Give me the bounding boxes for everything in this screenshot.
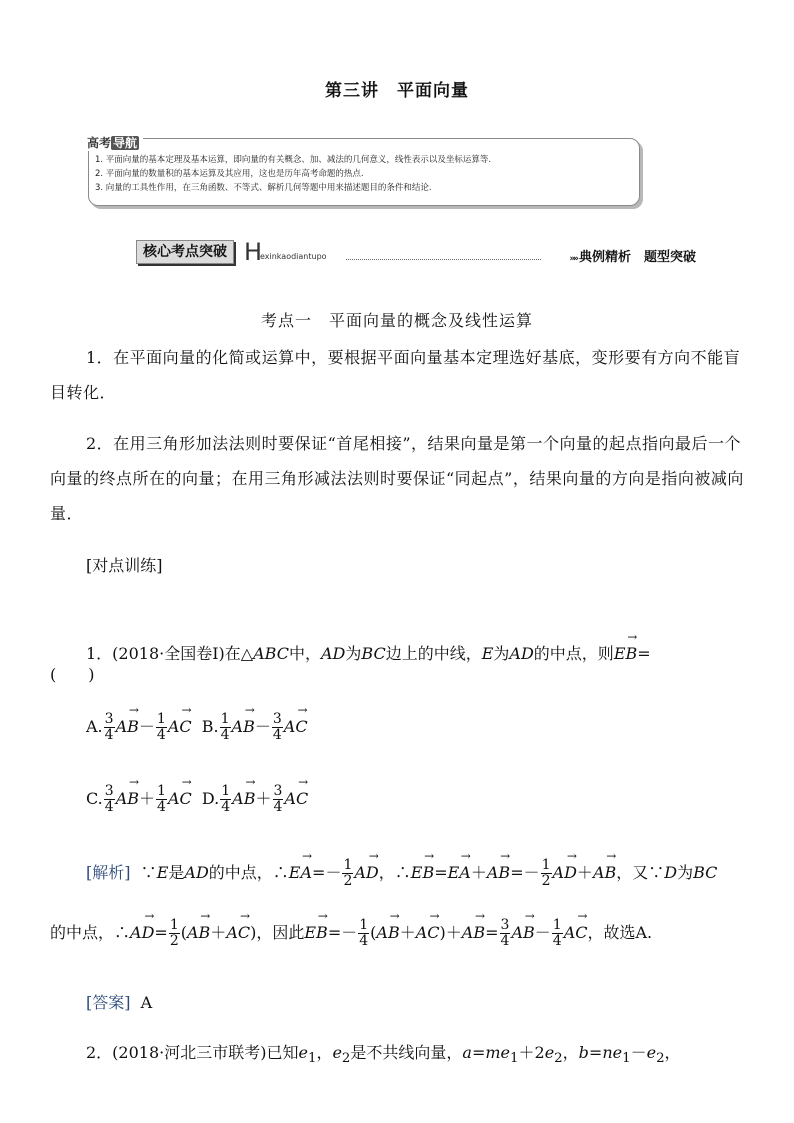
- banner-letter: H: [244, 238, 263, 266]
- sol-text: =－: [510, 863, 540, 882]
- sol-text: =－: [327, 923, 358, 942]
- sol-text: 的中点，∴: [208, 863, 289, 882]
- banner-right-text: 典例精析 题型突破: [578, 250, 696, 265]
- choice-b-label: B.: [201, 717, 219, 736]
- operator: ＋: [139, 789, 156, 808]
- guide-list: [95, 153, 491, 195]
- denominator: 4: [221, 799, 231, 815]
- q2-text: 是不共线向量，: [350, 1043, 463, 1062]
- fraction: [169, 918, 180, 949]
- denominator: 4: [552, 933, 562, 949]
- vector-ea: → EA: [448, 863, 471, 882]
- q2-text: ，: [562, 1043, 579, 1062]
- fraction: [220, 784, 231, 815]
- sol-text: ，因此: [256, 923, 305, 942]
- fraction: [220, 712, 231, 743]
- sol-text: ＋: [576, 863, 593, 882]
- choice-c-label: C.: [86, 789, 103, 808]
- fraction: [104, 712, 115, 743]
- fraction: [104, 784, 115, 815]
- denominator: 4: [273, 799, 283, 815]
- sol-text: ，∴: [378, 863, 411, 882]
- numerator: 3: [272, 711, 282, 727]
- fraction: [552, 918, 563, 949]
- fraction: [156, 712, 167, 743]
- banner-label: 核心考点突破: [136, 240, 234, 264]
- vector-ad: → AD: [553, 863, 577, 882]
- denominator: 4: [104, 727, 114, 743]
- q2-text: 2．(2018·河北三市联考)已知: [86, 1043, 299, 1062]
- q1-text: 为: [493, 644, 510, 663]
- denominator: 2: [169, 933, 179, 949]
- sol-text: (: [370, 923, 377, 942]
- operator: －: [254, 717, 271, 736]
- exam-guide-tab: [87, 134, 143, 151]
- guide-tab-right: 导航: [113, 136, 138, 150]
- q2-var: e: [544, 1043, 555, 1062]
- numerator: 3: [104, 711, 114, 727]
- tip-paragraph: 2．在用三角形加法法则时要保证“首尾相接”，结果向量是第一个向量的起点指向最后一个向量的终点所在的向量；在用三角形减法法则时要保证“同起点”，结果向量的方向是指向被减向量．: [50, 434, 744, 523]
- q2-var: a: [462, 1043, 472, 1062]
- sol-text: ): [250, 923, 257, 942]
- sol-text: 的中点，∴: [50, 923, 131, 942]
- q1-text: 中，: [288, 644, 321, 663]
- numerator: 1: [359, 917, 369, 933]
- section-banner: [136, 240, 696, 266]
- numerator: 1: [541, 857, 551, 873]
- numerator: 1: [343, 857, 353, 873]
- q2-subscript: 1: [307, 1051, 317, 1067]
- vector-eb: → EB: [304, 923, 327, 942]
- sol-text: ＋: [210, 923, 227, 942]
- vector-ad: → AD: [130, 923, 154, 942]
- q2-var: e: [298, 1043, 308, 1062]
- q2-var: ne: [602, 1043, 623, 1062]
- sol-text: =: [154, 923, 168, 942]
- q1-point: E: [481, 644, 494, 663]
- q2-subscript: 2: [554, 1051, 563, 1067]
- sol-text: =: [434, 863, 448, 882]
- vector-ac: → AC: [416, 923, 440, 942]
- vector-ac: → AC: [284, 789, 308, 808]
- q2-var: b: [578, 1043, 589, 1062]
- q1-segment: AD: [320, 644, 346, 663]
- numerator: 1: [169, 917, 179, 933]
- numerator: 3: [104, 783, 114, 799]
- answer-blank: ( ): [50, 665, 95, 684]
- numerator: 1: [220, 711, 230, 727]
- solution-line-1: [86, 858, 717, 889]
- sol-point: E: [156, 863, 169, 882]
- numerator: 1: [552, 917, 562, 933]
- sol-text: ，故选A.: [587, 923, 653, 942]
- fraction: [541, 858, 552, 889]
- vector-ac: → AC: [168, 717, 192, 736]
- operator: －: [138, 717, 155, 736]
- q2-subscript: 1: [510, 1051, 519, 1067]
- q1-text: 1．(2018·全国卷Ⅰ)在△: [86, 644, 254, 663]
- vector-ac: → AC: [226, 923, 250, 942]
- sol-text: (: [180, 923, 187, 942]
- sol-text: ): [439, 923, 446, 942]
- banner-arrows: »»: [569, 254, 577, 264]
- banner-right: [569, 246, 696, 265]
- sol-text: ＋: [470, 863, 487, 882]
- vector-ea: → EA: [289, 863, 312, 882]
- q1-text: 为: [345, 644, 362, 663]
- sol-text: ，又∵: [616, 863, 665, 882]
- numerator: 1: [156, 711, 166, 727]
- tip-paragraph: 1．在平面向量的化简或运算中，要根据平面向量基本定理选好基底，变形要有方向不能盲目转化．: [50, 348, 741, 402]
- denominator: 4: [272, 727, 282, 743]
- numerator: 3: [273, 783, 283, 799]
- answer-value: A: [140, 993, 153, 1012]
- numerator: 1: [157, 783, 166, 799]
- q2-var: e: [332, 1043, 342, 1062]
- guide-item: 2. 平面向量的数量积的基本运算及其应用，这也是历年高考命题的热点.: [95, 169, 364, 179]
- q2-text: =: [588, 1043, 603, 1062]
- sol-segment: AD: [184, 863, 209, 882]
- fraction: [358, 918, 369, 949]
- choice-d-label: D.: [201, 789, 220, 808]
- vector-ab: → AB: [116, 789, 139, 808]
- q2-text: ，: [316, 1043, 333, 1062]
- q2-text: =: [471, 1043, 486, 1062]
- vector-ab: → AB: [511, 923, 534, 942]
- vector-ab: → AB: [232, 717, 255, 736]
- sol-point: D: [664, 863, 678, 882]
- choice-row-cd: [86, 784, 308, 815]
- vector-ab: → AB: [593, 863, 616, 882]
- question-2: [86, 1040, 681, 1066]
- sol-text: 是: [168, 863, 185, 882]
- practice-label: [对点训练]: [86, 556, 163, 575]
- vector-ab: → AB: [462, 923, 485, 942]
- fraction: [272, 712, 283, 743]
- exam-guide-box: [88, 138, 640, 206]
- q2-subscript: 2: [341, 1051, 351, 1067]
- q1-text: 边上的中线，: [385, 644, 482, 663]
- choice-a-label: A.: [86, 717, 103, 736]
- banner-divider: [346, 259, 541, 260]
- vector-eb: → EB: [614, 644, 637, 663]
- sol-text: －: [534, 923, 551, 942]
- vector-ab: → AB: [487, 863, 510, 882]
- vector-ab: → AB: [232, 789, 255, 808]
- fraction: [342, 858, 353, 889]
- vector-ad: → AD: [354, 863, 378, 882]
- denominator: 4: [156, 727, 166, 743]
- denominator: 2: [343, 873, 353, 889]
- q2-var: me: [485, 1043, 511, 1062]
- fraction: [273, 784, 284, 815]
- banner-pinyin: exinkaodiantupo: [260, 252, 327, 261]
- denominator: 4: [157, 799, 166, 815]
- answer-label: [答案]: [86, 993, 131, 1012]
- denominator: 2: [541, 873, 551, 889]
- sol-text: =－: [312, 863, 342, 882]
- choice-row-ab: [86, 712, 308, 743]
- sol-text: 为: [677, 863, 694, 882]
- q2-text: ＋2: [518, 1043, 545, 1062]
- denominator: 4: [359, 933, 369, 949]
- q1-triangle: ABC: [253, 644, 289, 663]
- q2-text: ，: [664, 1043, 681, 1062]
- sol-text: ∵: [140, 863, 157, 882]
- q1-text: 的中点，则: [533, 644, 614, 663]
- vector-ac: → AC: [284, 717, 308, 736]
- q1-segment: AD: [509, 644, 534, 663]
- q2-var: e: [646, 1043, 657, 1062]
- sol-text: =: [485, 923, 499, 942]
- numerator: 3: [500, 917, 510, 933]
- vector-ab: → AB: [116, 717, 139, 736]
- sol-segment: BC: [693, 863, 718, 882]
- vector-ab: → AB: [187, 923, 210, 942]
- fraction: [156, 784, 167, 815]
- denominator: 4: [220, 727, 230, 743]
- solution-line-2: [50, 918, 652, 949]
- solution-label: [解析]: [86, 863, 131, 882]
- denominator: 4: [500, 933, 510, 949]
- denominator: 4: [104, 799, 114, 815]
- q2-subscript: 1: [622, 1051, 631, 1067]
- q2-subscript: 2: [656, 1051, 665, 1067]
- vector-ab: → AB: [376, 923, 399, 942]
- sol-text: ＋: [399, 923, 416, 942]
- operator: ＋: [255, 789, 272, 808]
- answer-line: [86, 990, 152, 1013]
- vector-ac: → AC: [564, 923, 588, 942]
- section-subheading: 考点一 平面向量的概念及线性运算: [260, 311, 533, 330]
- q2-text: －: [630, 1043, 647, 1062]
- q1-segment: BC: [361, 644, 386, 663]
- q1-text: =: [637, 644, 651, 663]
- fraction: [500, 918, 511, 949]
- numerator: 1: [221, 783, 231, 799]
- vector-ac: → AC: [168, 789, 192, 808]
- sol-text: ＋: [445, 923, 462, 942]
- guide-item: 1. 平面向量的基本定理及基本运算，即向量的有关概念、加、减法的几何意义，线性表示以及坐标运算等.: [95, 155, 492, 165]
- question-1: [86, 641, 651, 664]
- page-title: 第三讲 平面向量: [325, 81, 469, 101]
- guide-tab-left: 高考: [87, 136, 112, 150]
- guide-item: 3. 向量的工具性作用，在三角函数、不等式、解析几何等题中用来描述题目的条件和结论.: [95, 183, 432, 193]
- vector-eb: → EB: [411, 863, 434, 882]
